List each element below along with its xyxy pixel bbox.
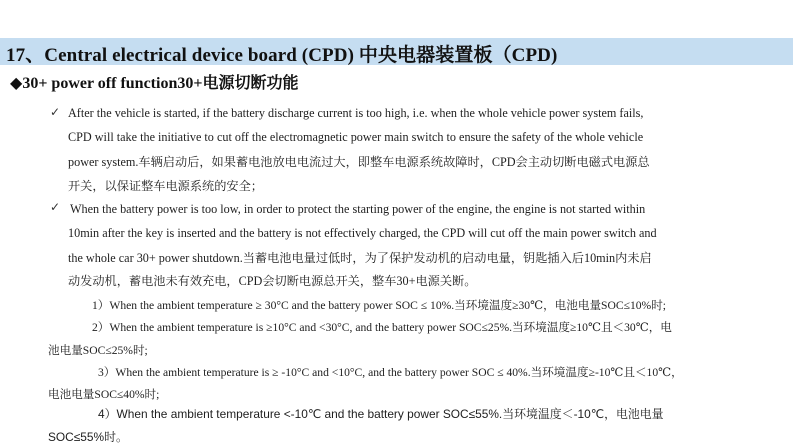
paragraph-line: power system.车辆启动后，如果蓄电池放电电流过大，即整车电源系统故障时，CPD会主动切断电磁式电源总 <box>68 155 650 169</box>
condition-line: 池电量SOC≤25%时; <box>48 344 148 357</box>
condition-line: 1）When the ambient temperature ≥ 30°C and the battery power SOC ≤ 10%.当环境温度≥30℃，电池电量SOC≤10%时; <box>92 299 667 312</box>
check-icon: ✓ <box>50 200 61 214</box>
condition-line: 2）When the ambient temperature is ≥10°C and <30°C, and the battery power SOC≤25%.当环境温度≥10℃且＜30℃，电 <box>92 321 672 334</box>
condition-line: 4）When the ambient temperature <-10℃ and the battery power SOC≤55%.当环境温度＜-10℃，电池电量 <box>98 407 664 421</box>
condition-line: 3）When the ambient temperature is ≥ -10°C and <10°C, and the battery power SOC ≤ 40%.当环境温度≥-10℃且＜10℃， <box>98 366 683 379</box>
paragraph-line: After the vehicle is started, if the battery discharge current is too high, i.e. when the whole vehicle power system fails, <box>68 106 644 120</box>
subsection-heading <box>10 70 298 93</box>
diamond-bullet-icon: ◆ <box>10 75 23 92</box>
paragraph-line: 开关，以保证整车电源系统的安全； <box>68 179 263 193</box>
paragraph-line: When the battery power is too low, in order to protect the starting power of the engine, the engine is not started within <box>70 202 646 216</box>
paragraph-line: CPD will take the initiative to cut off the electromagnetic power main switch to ensure the safety of the whole vehicle <box>68 130 644 144</box>
paragraph-line: 动发动机，蓄电池未有效充电，CPD会切断电源总开关，整车30+电源关断。 <box>68 274 477 288</box>
paragraph-line: 10min after the key is inserted and the battery is not effectively charged, the CPD will cut off the main power switch and <box>68 226 657 240</box>
page-title: 17、Central electrical device board (CPD) 中央电器装置板（CPD) <box>6 45 558 66</box>
check-icon: ✓ <box>50 105 61 119</box>
condition-line: 电池电量SOC≤40%时; <box>48 388 160 401</box>
paragraph-line: the whole car 30+ power shutdown.当蓄电池电量过低时，为了保护发动机的启动电量，钥匙插入后10min内未启 <box>68 251 652 265</box>
condition-line: SOC≤55%时。 <box>48 430 128 444</box>
subsection-title: 30+ power off function30+电源切断功能 <box>22 75 299 92</box>
